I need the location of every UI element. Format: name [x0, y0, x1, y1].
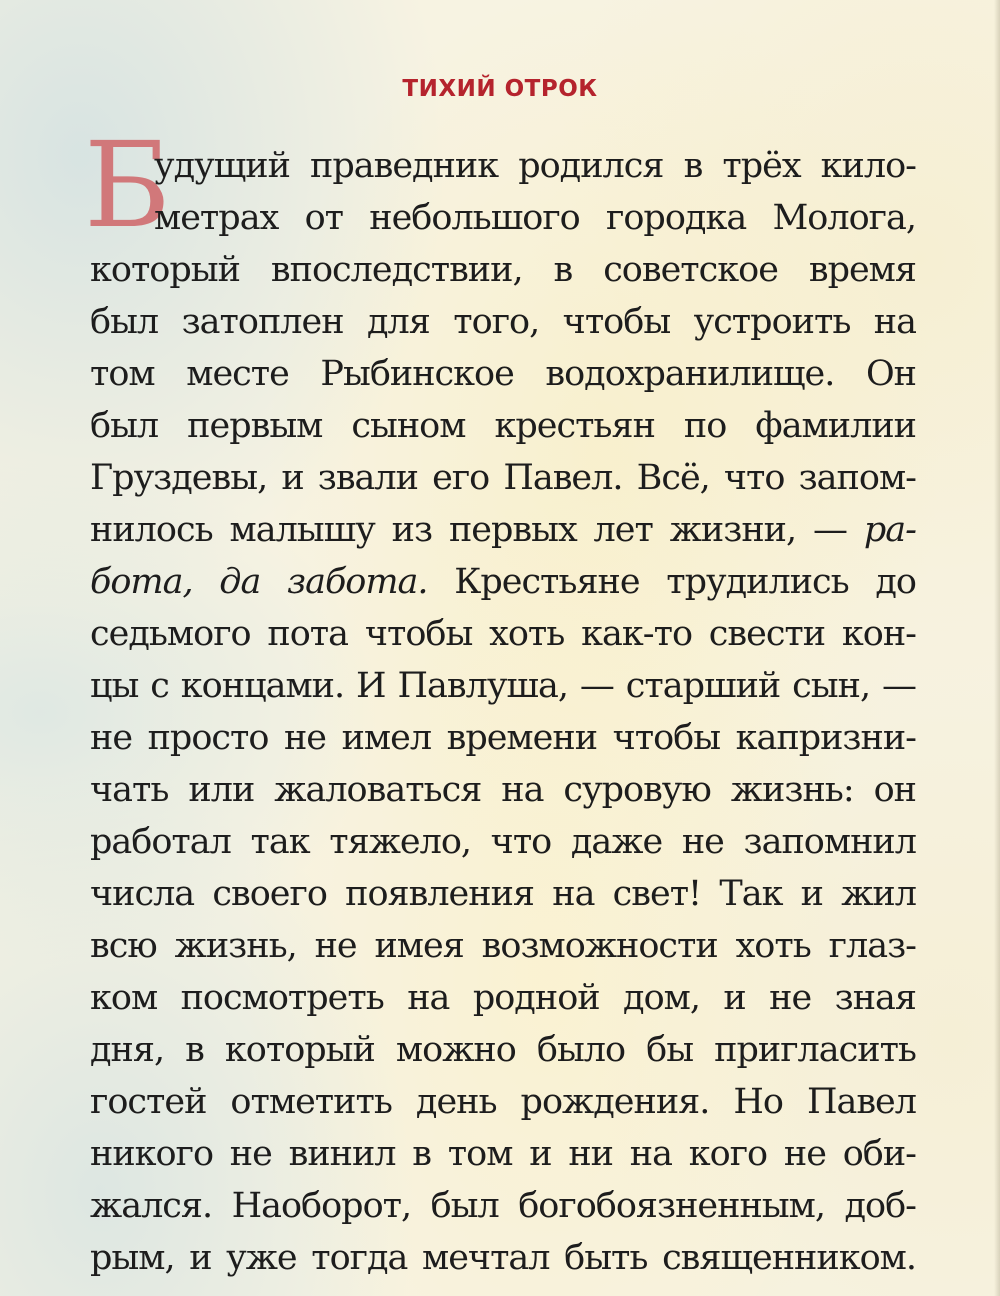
chapter-title: ТИХИЙ ОТРОК: [402, 76, 598, 102]
text-line-6: был первым сыном крестьян по фамилии: [90, 406, 916, 446]
text-line-21: жался. Наоборот, был богобоязненным, доб-: [90, 1186, 916, 1226]
text-line-14: работал так тяжело, что даже не запомнил: [90, 822, 916, 862]
text-line-20: никого не винил в том и ни на кого не оби-: [90, 1134, 916, 1174]
text-line-5: том месте Рыбинское водохранилище. Он: [90, 354, 916, 394]
text-line-8-italic: ра-: [863, 510, 916, 550]
text-line-9: [90, 556, 916, 608]
text-line-10: седьмого пота чтобы хоть как-то свести кон-: [90, 614, 916, 654]
text-line-8-regular: нилось малышу из первых лет жизни, —: [90, 510, 847, 550]
text-line-9-regular: Крестьяне трудились до: [454, 562, 916, 602]
drop-cap: Б: [84, 116, 171, 254]
text-line-16: всю жизнь, не имея возможности хоть глаз-: [90, 926, 916, 966]
text-line-17: ком посмотреть на родной дом, и не зная: [90, 978, 916, 1018]
text-line-13: чать или жаловаться на суровую жизнь: он: [90, 770, 916, 810]
text-line-7: Груздевы, и звали его Павел. Всё, что запом-: [90, 458, 916, 498]
text-line-9-italic: бота, да забота.: [90, 562, 428, 602]
text-line-1: удущий праведник родился в трёх кило-: [154, 146, 916, 186]
text-line-2: метрах от небольшого городка Молога,: [154, 198, 916, 238]
text-line-8: [90, 504, 916, 556]
text-line-19: гостей отметить день рождения. Но Павел: [90, 1082, 916, 1122]
text-line-22: рым, и уже тогда мечтал быть священником.: [90, 1238, 916, 1278]
text-line-3: который впоследствии, в советское время: [90, 250, 916, 290]
page-edge-shadow: [994, 0, 1000, 1296]
text-line-12: не просто не имел времени чтобы капризни-: [90, 718, 916, 758]
text-line-11: цы с концами. И Павлуша, — старший сын, —: [90, 666, 916, 706]
text-line-18: дня, в который можно было бы пригласить: [90, 1030, 916, 1070]
text-line-4: был затоплен для того, чтобы устроить на: [90, 302, 916, 342]
text-line-15: числа своего появления на свет! Так и жил: [90, 874, 916, 914]
